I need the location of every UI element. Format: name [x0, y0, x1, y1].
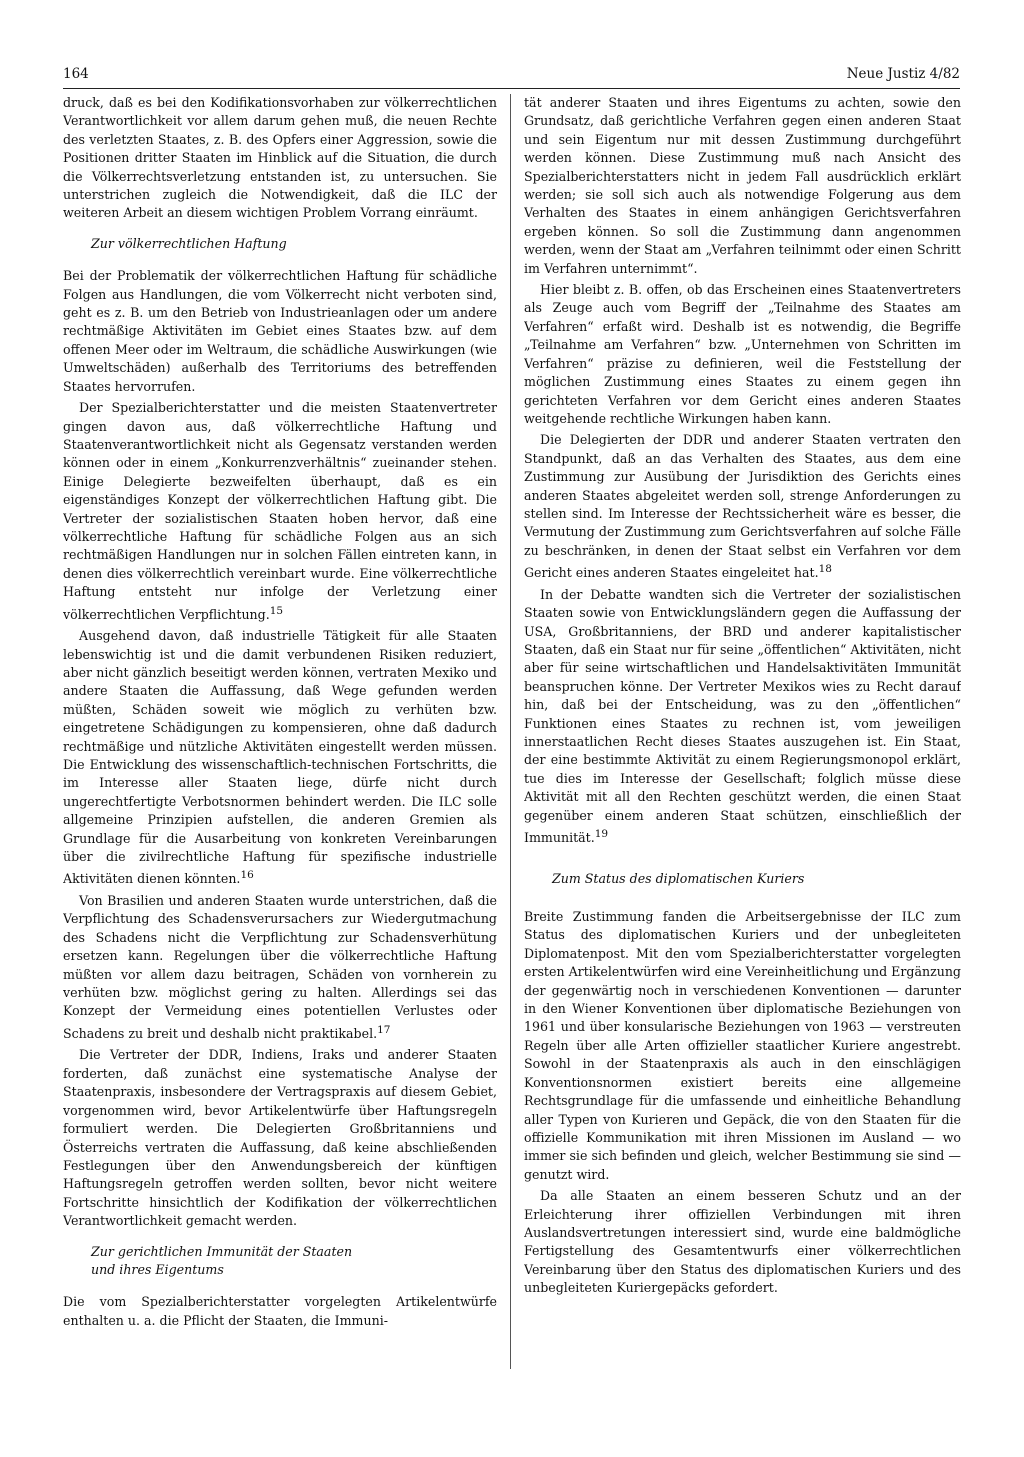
paragraph-text: Ausgehend davon, daß industrielle Tätigkeit für alle Staaten lebenswichtig ist und die damit verbundenen Risiken reduziert, aber nicht gänzlich beseitigt werden können, vertraten Mexiko und andere Staaten die Auffassung, daß Wege gefunden werden müßten, Schäden soweit wie möglich zu verhüten bzw. eingetretene Schädigungen zu kompensieren, ohne daß dadurch rechtmäßige und nützliche Aktivitäten eingestellt werden müssen. Die Entwicklung des wissenschaftlich-technischen Fortschritts, die im Interesse aller Staaten liege, dürfe nicht durch ungerechtfertigte Verbotsnormen behindert werden. Die ILC solle allgemeine Prinzipien aufstellen, die anderen Gremien als Grundlage für die Ausarbeitung von konkreten Vereinbarungen über die zivilrechtliche Haftung für spezifische industrielle Aktivitäten dienen könnten.: [63, 628, 497, 887]
paragraph-text: In der Debatte wandten sich die Vertreter der sozialistischen Staaten sowie von Entwicklungsländern gegen die Auffassung der USA, Großbritanniens, der BRD und anderer kapitalistischer Staaten, daß ein Staat nur für seine „öffentlichen“ Aktivitäten, nicht aber für seine wirtschaftlichen und Handelsaktivitäten Immunität beanspruchen könne. Der Vertreter Mexikos wies zu Recht darauf hin, daß bei der Entscheidung, was zu den „öffentlichen“ Funktionen eines Staates zu rechnen ist, vom jeweiligen innerstaatlichen Recht dieses Staates auszugehen ist. Ein Staat, der eine bestimmte Aktivität zu einem Regierungsmonopol erklärt, tue dies im Interesse der Gesellschaft; folglich müsse diese Aktivität mit all den Rechten geschützt werden, die einen Staat gegenüber einem anderen Staat schützen, einschließlich der Immunität.: [524, 586, 961, 846]
paragraph: Die vom Spezialberichterstatter vorgelegten Artikelentwürfe enthalten u. a. die Pflicht der Staaten, die Immuni-: [63, 1294, 497, 1328]
paragraph: [524, 586, 961, 848]
paragraph: Da alle Staaten an einem besseren Schutz und an der Erleichterung ihrer offiziellen Verbindungen mit ihren Auslandsvertretungen interessiert sind, wurde eine baldmögliche Fertigstellung des Gesamtentwurfs einer völkerrechtlichen Vereinbarung über den Status des diplomatischen Kuriers und des unbegleiteten Kuriergepäcks gefordert.: [524, 1188, 961, 1296]
footnote-ref: 17: [377, 1023, 391, 1036]
paragraph: Hier bleibt z. B. offen, ob das Erscheinen eines Staatenvertreters als Zeuge auch vom Begriff der „Teilnahme des Staates am Verfahren“ erfaßt wird. Deshalb ist es notwendig, die Begriffe „Teilnahme am Verfahren“ bzw. „Unternehmen von Schritten im Verfahren“ präzise zu definieren, weil die Feststellung der möglichen Zustimmung eines Staates zu einem gegen ihn gerichteten Verfahren vor dem Gericht eines anderen Staates weitgehende rechtliche Wirkungen haben kann.: [524, 282, 961, 426]
paragraph: Breite Zustimmung fanden die Arbeitsergebnisse der ILC zum Status des diplomatischen Kuriers und der unbegleiteten Diplomatenpost. Mit den vom Spezialberichterstatter vorgelegten ersten Artikelentwürfen wird eine Vereinheitlichung und Ergänzung der gegenwärtig noch in verschiedenen Konventionen — darunter in den Wiener Konventionen über diplomatische Beziehungen von 1961 und über konsularische Beziehungen von 1963 — verstreuten Regeln über alle Arten offizieller staatlicher Kuriere angestrebt. Sowohl in der Staatenpraxis als auch in den einschlägigen Konventionsnormen existiert bereits eine allgemeine Rechtsgrundlage für die umfassende und einheitliche Behandlung aller Typen von Kurieren und Gepäck, die von den Staaten für die offizielle Kommunikation mit ihren Missionen im Ausland — wo immer sie sich befinden und gleich, welcher Bestimmung sie sind — genutzt wird.: [524, 909, 961, 1182]
section-heading-immunitaet: [63, 1243, 497, 1280]
paragraph: [63, 399, 497, 624]
paragraph: tät anderer Staaten und ihres Eigentums zu achten, sowie den Grundsatz, daß gerichtliche Verfahren gegen einen anderen Staat und sein Eigentum nur mit dessen Zustimmung durchgeführt werden können. Diese Zustimmung muß nach Ansicht des Spezialberichterstatters nicht in jedem Fall ausdrücklich erklärt werden; sie soll sich auch als notwendige Folgerung aus dem Verhalten des Staates in einem anhängigen Gerichtsverfahren ergeben können. So soll die Zustimmung dann angenommen werden, wenn der Staat am „Verfahren teilnimmt oder einen Schritt im Verfahren unternimmt“.: [524, 95, 961, 276]
paragraph-text: Die Delegierten der DDR und anderer Staaten vertraten den Standpunkt, daß an das Verhalten des Staates, aus dem eine Zustimmung zur Ausübung der Jurisdiktion des Gerichts eines anderen Staates abgeleitet werden soll, strenge Anforderungen zu stellen sind. Im Interesse der Rechtssicherheit wäre es besser, die Vermutung der Zustimmung zum Gerichtsverfahren auf solche Fälle zu beschränken, in denen der Staat selbst ein Verfahren vor dem Gericht eines anderen Staates eingeleitet hat.: [524, 432, 961, 581]
paragraph-text: Von Brasilien und anderen Staaten wurde unterstrichen, daß die Verpflichtung des Schadensverursachers zur Wiedergutmachung des Schadens nicht die Verpflichtung zur Schadensverhütung ersetzen kann. Regelungen über die völkerrechtliche Haftung müßten vor allem dazu beitragen, Schäden von vornherein zu verhüten bzw. möglichst gering zu halten. Allerdings sei das Konzept der Vermeidung eines potentiellen Verlustes oder Schadens zu breit und deshalb nicht praktikabel.: [63, 893, 497, 1042]
paragraph: [63, 892, 497, 1043]
heading-line: Zur gerichtlichen Immunität der Staaten: [91, 1243, 353, 1259]
paragraph: Die Vertreter der DDR, Indiens, Iraks und anderer Staaten forderten, daß zunächst eine systematische Analyse der Staatenpraxis, insbesondere der Vertragspraxis auf diesem Gebiet, vorgenommen wird, bevor Artikelentwürfe über Haftungsregeln formuliert werden. Die Delegierten Großbritanniens und Österreichs vertraten die Auffassung, daß keine abschließenden Festlegungen über den Anwendungsbereich der künftigen Haftungsregeln getroffen werden sollten, bevor nicht weitere Fortschritte hinsichtlich der Kodifikation der völkerrechtlichen Verantwortlichkeit gemacht werden.: [63, 1047, 497, 1229]
heading-line: und ihres Eigentums: [91, 1261, 224, 1277]
paragraph-text: Der Spezialberichterstatter und die meisten Staatenvertreter gingen davon aus, daß völkerrechtliche Haftung und Staatenverantwortlichkeit nicht als Gegensatz verstanden werden können oder in einem „Konkurrenzverhältnis“ zueinander stehen. Einige Delegierte bezweifelten überhaupt, daß es ein eigenständiges Konzept der völkerrechtlichen Haftung gibt. Die Vertreter der sozialistischen Staaten hoben hervor, daß eine völkerrechtliche Haftung für schädliche Folgen aus an sich rechtmäßigen Handlungen nur in solchen Fällen eintreten kann, in denen dies völkerrechtlich vereinbart wurde. Eine völkerrechtliche Haftung entsteht nur infolge der Verletzung einer völkerrechtlichen Verpflichtung.: [63, 400, 497, 622]
section-heading-kurier: Zum Status des diplomatischen Kuriers: [552, 870, 805, 886]
paragraph: [63, 627, 497, 889]
journal-issue: Neue Justiz 4/82: [846, 66, 960, 82]
paragraph: druck, daß es bei den Kodifikationsvorhaben zur völkerrechtlichen Verantwortlichkeit vor allem darum gehen muß, die neuen Rechte des verletzten Staates, z. B. des Opfers einer Aggression, sowie die Positionen dritter Staaten im Hinblick auf die Situation, die durch die Völkerrechtsverletzung entstanden ist, zu untersuchen. Sie unterstrichen zugleich die Notwendigkeit, daß die ILC der weiteren Arbeit an diesem wichtigen Problem Vorrang einräumt.: [63, 95, 497, 221]
paragraph: Bei der Problematik der völkerrechtlichen Haftung für schädliche Folgen aus Handlungen, die vom Völkerrecht nicht verboten sind, geht es z. B. um den Betrieb von Industrieanlagen oder um andere rechtmäßige Aktivitäten im Gebiet eines Staates bzw. auf dem offenen Meer oder im Weltraum, die schädliche Auswirkungen (wie Umweltschäden) außerhalb des Territoriums des betreffenden Staates hervorrufen.: [63, 268, 497, 394]
footnote-ref: 19: [594, 828, 609, 841]
footnote-ref: 16: [240, 869, 254, 882]
page-header: [63, 60, 960, 89]
left-column: [63, 94, 497, 1367]
paragraph: [524, 431, 961, 582]
right-column: [524, 94, 961, 1367]
footnote-ref: 18: [818, 563, 832, 576]
section-heading-haftung: Zur völkerrechtlichen Haftung: [91, 235, 287, 251]
footnote-ref: 15: [269, 604, 284, 617]
page-number: 164: [63, 66, 89, 82]
column-divider: [510, 94, 511, 1369]
